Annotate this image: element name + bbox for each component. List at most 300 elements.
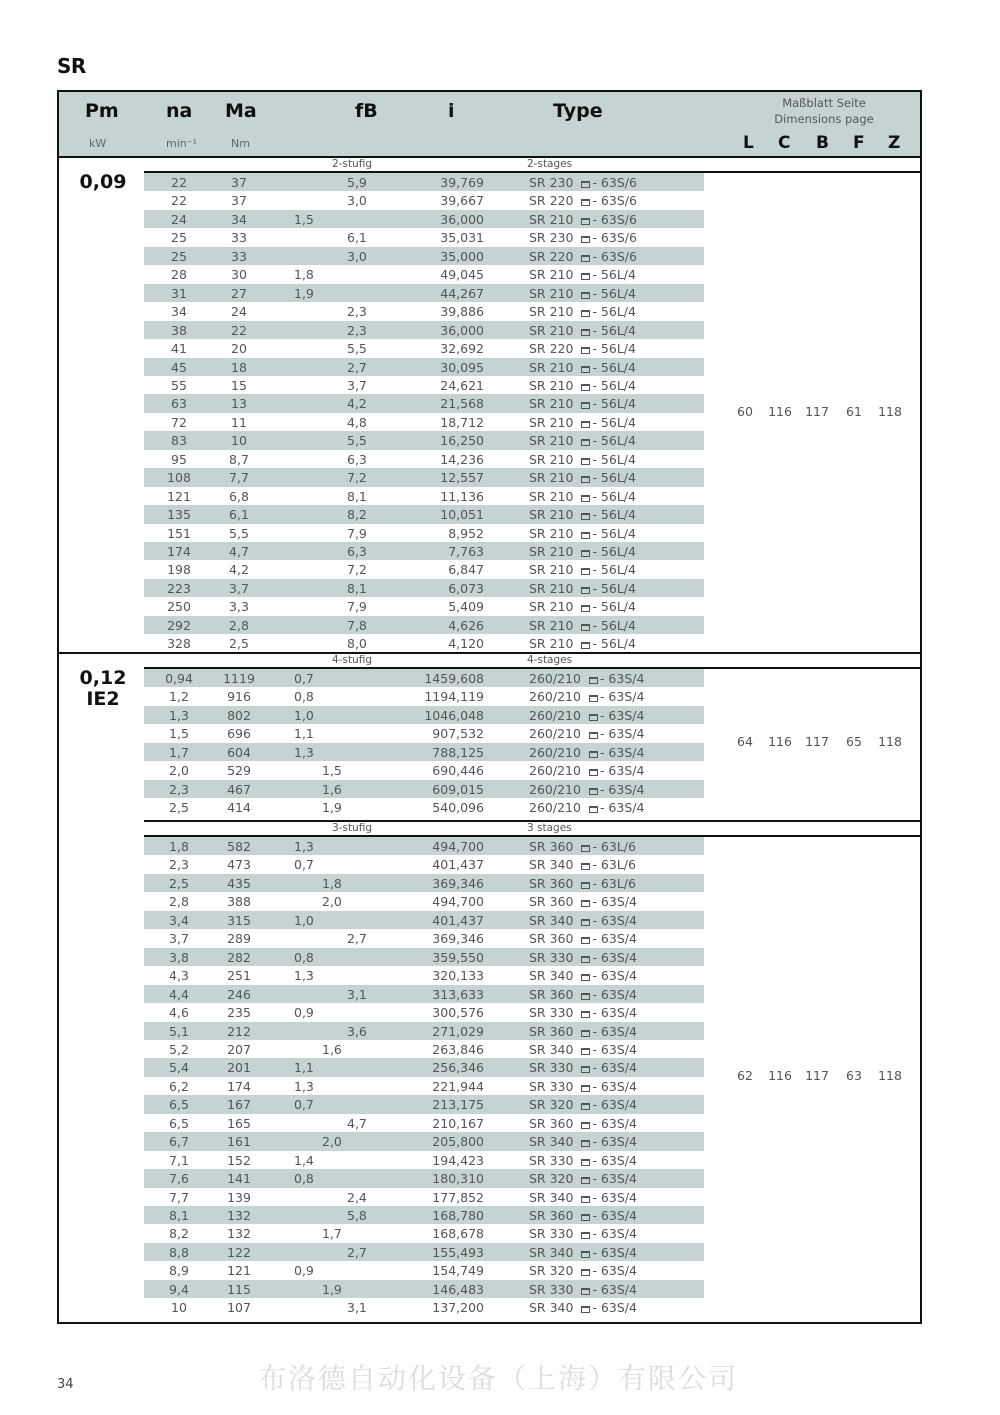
motor-type: - 63L/6	[592, 857, 636, 873]
table-row	[144, 780, 704, 798]
cell-ma: 8,7	[229, 451, 249, 467]
cell-ma: 161	[227, 1134, 251, 1150]
header-na-unit: min⁻¹	[166, 137, 197, 150]
gear-type: SR 360	[529, 894, 574, 910]
gear-type: SR 230	[529, 175, 574, 190]
cell-na: 6,7	[169, 1134, 189, 1150]
cell-fb: 8,0	[347, 636, 367, 652]
cell-fb: 1,8	[294, 267, 314, 283]
cell-i: 18,712	[440, 414, 484, 430]
dimension-page-l: 62	[737, 1067, 753, 1083]
gear-type: SR 320	[529, 1263, 574, 1279]
cell-type	[529, 340, 636, 357]
table-row	[144, 173, 704, 191]
cell-na: 8,8	[169, 1244, 189, 1260]
cell-type	[529, 875, 636, 892]
gear-type: SR 220	[529, 341, 574, 357]
cell-i: 401,437	[432, 912, 484, 928]
cell-fb: 0,7	[294, 857, 314, 873]
cell-type	[529, 451, 636, 468]
cell-fb: 6,3	[347, 451, 367, 467]
gear-type: 260/210	[529, 726, 581, 742]
cell-type	[529, 469, 636, 486]
cell-ma: 2,8	[229, 617, 249, 633]
motor-icon	[581, 937, 590, 944]
cell-fb: 7,9	[347, 599, 367, 615]
cell-fb: 2,4	[347, 1189, 367, 1205]
cell-type	[529, 986, 637, 1003]
cell-fb: 0,9	[294, 1263, 314, 1279]
motor-type: - 56L/4	[592, 451, 636, 467]
gear-type: SR 360	[529, 986, 574, 1002]
motor-type: - 63S/4	[599, 707, 645, 723]
motor-type: - 56L/4	[592, 580, 636, 596]
motor-type: - 63S/4	[592, 949, 637, 965]
stage-label-de: 2-stufig	[332, 158, 372, 170]
cell-ma: 207	[227, 1041, 251, 1057]
cell-na: 38	[171, 322, 187, 338]
cell-na: 72	[171, 414, 187, 430]
motor-type: - 63S/4	[592, 1171, 637, 1187]
table-row	[144, 431, 704, 449]
gear-type: 260/210	[529, 707, 581, 723]
cell-ma: 414	[227, 800, 251, 816]
cell-fb: 1,9	[322, 1281, 342, 1297]
cell-i: 10,051	[440, 507, 484, 523]
cell-type	[529, 838, 636, 855]
stage-label-en: 4-stages	[527, 654, 573, 666]
cell-na: 151	[167, 525, 191, 541]
table-row	[144, 687, 704, 705]
gear-type: SR 220	[529, 193, 574, 209]
cell-na: 45	[171, 359, 187, 375]
gear-type: SR 330	[529, 1152, 574, 1168]
cell-ma: 3,3	[229, 599, 249, 615]
cell-type	[529, 1023, 637, 1040]
cell-fb: 1,3	[294, 1078, 314, 1094]
gear-type: SR 210	[529, 636, 574, 652]
cell-i: 263,846	[432, 1041, 484, 1057]
table-row	[144, 1058, 704, 1076]
motor-icon	[581, 310, 590, 317]
cell-ma: 473	[227, 857, 251, 873]
cell-ma: 167	[227, 1097, 251, 1113]
gear-type: SR 340	[529, 857, 574, 873]
cell-fb: 1,6	[322, 1041, 342, 1057]
cell-fb: 4,8	[347, 414, 367, 430]
cell-na: 8,2	[169, 1226, 189, 1242]
motor-icon	[581, 863, 590, 870]
cell-fb: 5,8	[347, 1208, 367, 1223]
motor-icon	[581, 1048, 590, 1055]
cell-ma: 2,5	[229, 636, 249, 652]
cell-ma: 582	[227, 839, 251, 854]
stage-label-de: 4-stufig	[332, 654, 372, 666]
cell-na: 31	[171, 285, 187, 301]
selection-table	[57, 90, 922, 1324]
cell-i: 359,550	[432, 949, 484, 965]
cell-type	[529, 635, 636, 652]
cell-i: 213,175	[432, 1097, 484, 1113]
cell-i: 49,045	[440, 267, 484, 283]
cell-fb: 1,3	[294, 968, 314, 984]
table-row	[144, 634, 704, 652]
gear-type: SR 210	[529, 304, 574, 320]
dimension-page-f: 65	[846, 733, 862, 749]
cell-ma: 1119	[223, 671, 255, 686]
cell-fb: 1,3	[294, 744, 314, 760]
motor-type: - 56L/4	[592, 267, 636, 283]
cell-type	[529, 322, 636, 339]
table-row	[144, 579, 704, 597]
cell-ma: 18	[231, 359, 247, 375]
cell-i: 271,029	[432, 1023, 484, 1039]
motor-icon	[581, 568, 590, 575]
cell-ma: 235	[227, 1005, 251, 1021]
table-row	[144, 743, 704, 761]
dimension-page-c: 116	[768, 1067, 792, 1083]
cell-type	[529, 799, 644, 816]
table-row	[144, 724, 704, 742]
motor-type: - 56L/4	[592, 322, 636, 338]
cell-fb: 2,7	[347, 1244, 367, 1260]
table-row	[144, 358, 704, 376]
cell-i: 4,626	[448, 617, 484, 633]
cell-ma: 10	[231, 433, 247, 449]
cell-type	[529, 303, 636, 320]
table-row	[144, 284, 704, 302]
motor-icon	[581, 218, 590, 225]
motor-icon	[581, 1306, 590, 1313]
cell-type	[529, 1004, 637, 1021]
cell-ma: 6,1	[229, 507, 249, 523]
gear-type: SR 210	[529, 544, 574, 559]
motor-type: - 63S/4	[592, 1152, 637, 1168]
table-row	[144, 265, 704, 283]
cell-na: 135	[167, 507, 191, 523]
motor-icon	[581, 624, 590, 631]
cell-type	[529, 949, 637, 966]
cell-ma: 30	[231, 267, 247, 283]
cell-i: 8,952	[448, 525, 484, 541]
motor-type: - 63S/4	[599, 800, 645, 816]
motor-icon	[581, 366, 590, 373]
cell-na: 108	[167, 470, 191, 486]
motor-icon	[589, 732, 598, 739]
cell-i: 690,446	[432, 763, 484, 779]
cell-fb: 7,2	[347, 562, 367, 578]
cell-na: 9,4	[169, 1281, 189, 1297]
motor-type: - 63S/4	[592, 1097, 637, 1113]
table-row	[144, 874, 704, 892]
cell-i: 155,493	[432, 1244, 484, 1260]
cell-na: 55	[171, 377, 187, 393]
motor-icon	[581, 402, 590, 409]
cell-na: 25	[171, 248, 187, 264]
motor-icon	[581, 532, 590, 539]
motor-type: - 63S/4	[592, 931, 637, 947]
cell-i: 369,346	[432, 875, 484, 891]
cell-ma: 246	[227, 986, 251, 1002]
cell-type	[529, 707, 644, 724]
table-row	[144, 191, 704, 209]
gear-type: SR 360	[529, 1023, 574, 1039]
gear-type: SR 340	[529, 1134, 574, 1150]
motor-icon	[589, 695, 598, 702]
motor-type: - 63S/4	[592, 1226, 637, 1242]
gear-type: SR 210	[529, 433, 574, 449]
motor-icon	[581, 587, 590, 594]
header-pm: Pm	[85, 100, 119, 122]
table-row	[144, 1280, 704, 1298]
cell-type	[529, 488, 636, 505]
motor-type: - 56L/4	[592, 341, 636, 357]
motor-type: - 56L/4	[592, 359, 636, 375]
cell-na: 1,2	[169, 689, 189, 705]
motor-icon	[581, 1159, 590, 1166]
motor-icon	[581, 900, 590, 907]
cell-type	[529, 377, 636, 394]
cell-na: 22	[171, 175, 187, 190]
header-fb: fB	[355, 100, 378, 122]
cell-na: 6,5	[169, 1097, 189, 1113]
cell-i: 221,944	[432, 1078, 484, 1094]
cell-ma: 121	[227, 1263, 251, 1279]
cell-fb: 1,9	[322, 800, 342, 816]
cell-fb: 1,8	[322, 875, 342, 891]
motor-icon	[581, 199, 590, 206]
gear-type: SR 210	[529, 377, 574, 393]
cell-i: 1194,119	[424, 689, 484, 705]
motor-icon	[581, 1122, 590, 1129]
cell-ma: 696	[227, 726, 251, 742]
cell-i: 494,700	[432, 839, 484, 854]
gear-type: SR 330	[529, 1078, 574, 1094]
cell-i: 256,346	[432, 1060, 484, 1076]
dimension-page-l: 60	[737, 403, 753, 419]
motor-icon	[581, 273, 590, 280]
motor-type: - 63S/4	[599, 744, 645, 760]
cell-fb: 3,0	[347, 248, 367, 264]
cell-ma: 174	[227, 1078, 251, 1094]
motor-icon	[581, 439, 590, 446]
header-dim-f: F	[853, 133, 865, 153]
cell-i: 7,763	[448, 544, 484, 559]
company-watermark: 布洛德自动化设备（上海）有限公司	[258, 1362, 739, 1395]
motor-icon	[581, 384, 590, 391]
stage-label-en: 3 stages	[527, 822, 572, 834]
motor-type: - 56L/4	[592, 285, 636, 301]
cell-fb: 1,0	[294, 707, 314, 723]
motor-type: - 63L/6	[592, 875, 636, 891]
dimension-page-f: 63	[846, 1067, 862, 1083]
gear-type: SR 210	[529, 525, 574, 541]
cell-i: 788,125	[432, 744, 484, 760]
cell-ma: 7,7	[229, 470, 249, 486]
gear-type: SR 320	[529, 1171, 574, 1187]
gear-type: 260/210	[529, 744, 581, 760]
motor-type: - 63S/6	[592, 211, 637, 227]
cell-na: 250	[167, 599, 191, 615]
cell-ma: 11	[231, 414, 247, 430]
cell-i: 12,557	[440, 470, 484, 486]
motor-icon	[581, 1196, 590, 1203]
motor-icon	[581, 882, 590, 889]
table-row	[144, 1114, 704, 1132]
cell-fb: 1,1	[294, 726, 314, 742]
motor-type: - 63S/4	[592, 1134, 637, 1150]
power-rating	[71, 668, 135, 710]
gear-type: SR 320	[529, 1097, 574, 1113]
cell-na: 7,6	[169, 1171, 189, 1187]
motor-type: - 63S/4	[592, 1023, 637, 1039]
cell-fb: 0,9	[294, 1005, 314, 1021]
cell-i: 1459,608	[424, 671, 484, 686]
header-dims-title-en: Dimensions page	[774, 112, 874, 126]
cell-type	[529, 1152, 637, 1169]
gear-type: SR 340	[529, 1244, 574, 1260]
cell-fb: 0,8	[294, 949, 314, 965]
cell-na: 7,7	[169, 1189, 189, 1205]
gear-type: SR 210	[529, 599, 574, 615]
cell-ma: 212	[227, 1023, 251, 1039]
motor-icon	[589, 714, 598, 721]
cell-fb: 2,7	[347, 359, 367, 375]
cell-fb: 2,0	[322, 1134, 342, 1150]
gear-type: SR 340	[529, 968, 574, 984]
gear-type: SR 210	[529, 470, 574, 486]
cell-type	[529, 543, 636, 560]
cell-i: 4,120	[448, 636, 484, 652]
gear-type: SR 210	[529, 488, 574, 504]
cell-na: 174	[167, 544, 191, 559]
cell-fb: 1,3	[294, 839, 314, 854]
cell-na: 3,8	[169, 949, 189, 965]
table-row	[144, 560, 704, 578]
header-ma: Ma	[225, 100, 257, 122]
cell-i: 39,667	[440, 193, 484, 209]
motor-type: - 63S/4	[592, 1263, 637, 1279]
motor-type: - 63S/4	[599, 726, 645, 742]
gear-type: SR 340	[529, 1300, 574, 1316]
cell-ma: 115	[227, 1281, 251, 1297]
cell-na: 2,3	[169, 857, 189, 873]
cell-fb: 3,0	[347, 193, 367, 209]
cell-fb: 3,1	[347, 1300, 367, 1316]
cell-type	[529, 670, 644, 687]
cell-ma: 467	[227, 781, 251, 797]
cell-fb: 2,7	[347, 931, 367, 947]
cell-i: 39,769	[440, 175, 484, 190]
cell-fb: 3,6	[347, 1023, 367, 1039]
cell-fb: 1,7	[322, 1226, 342, 1242]
motor-type: - 63S/4	[599, 763, 645, 779]
gear-type: SR 210	[529, 562, 574, 578]
cell-i: 300,576	[432, 1005, 484, 1021]
motor-type: - 63S/4	[592, 968, 637, 984]
gear-type: SR 210	[529, 451, 574, 467]
cell-fb: 1,0	[294, 912, 314, 928]
motor-type: - 63L/6	[592, 839, 636, 854]
cell-na: 121	[167, 488, 191, 504]
cell-type	[529, 744, 644, 761]
cell-na: 95	[171, 451, 187, 467]
cell-ma: 282	[227, 949, 251, 965]
table-row	[144, 966, 704, 984]
cell-fb: 8,2	[347, 507, 367, 523]
table-row	[144, 228, 704, 246]
cell-i: 14,236	[440, 451, 484, 467]
cell-na: 28	[171, 267, 187, 283]
motor-icon	[581, 1066, 590, 1073]
gear-type: SR 210	[529, 267, 574, 283]
gear-type: SR 230	[529, 230, 574, 246]
cell-type	[529, 1207, 637, 1224]
gear-type: 260/210	[529, 800, 581, 816]
cell-ma: 132	[227, 1226, 251, 1242]
gear-type: 260/210	[529, 781, 581, 797]
motor-type: - 56L/4	[592, 617, 636, 633]
cell-i: 194,423	[432, 1152, 484, 1168]
cell-i: 320,133	[432, 968, 484, 984]
motor-type: - 63S/4	[599, 689, 645, 705]
motor-icon	[581, 1103, 590, 1110]
table-row	[144, 1206, 704, 1224]
cell-ma: 13	[231, 396, 247, 412]
motor-icon	[581, 974, 590, 981]
motor-icon	[581, 421, 590, 428]
cell-type	[529, 1096, 637, 1113]
cell-na: 3,4	[169, 912, 189, 928]
cell-type	[529, 912, 637, 929]
cell-na: 2,5	[169, 800, 189, 816]
cell-ma: 435	[227, 875, 251, 891]
cell-i: 21,568	[440, 396, 484, 412]
cell-i: 24,621	[440, 377, 484, 393]
gear-type: SR 210	[529, 359, 574, 375]
dimension-page-z: 118	[878, 403, 902, 419]
motor-icon	[581, 292, 590, 299]
header-dim-l: L	[743, 133, 754, 153]
cell-type	[529, 1059, 637, 1076]
cell-na: 24	[171, 211, 187, 227]
motor-icon	[581, 476, 590, 483]
cell-i: 205,800	[432, 1134, 484, 1150]
table-row	[144, 1169, 704, 1187]
cell-na: 10	[171, 1300, 187, 1316]
cell-fb: 4,7	[347, 1115, 367, 1131]
dimension-page-c: 116	[768, 733, 792, 749]
cell-i: 907,532	[432, 726, 484, 742]
motor-type: - 56L/4	[592, 507, 636, 523]
motor-type: - 63S/4	[599, 671, 645, 686]
table-row	[144, 1132, 704, 1150]
motor-icon	[581, 255, 590, 262]
gear-type: 260/210	[529, 689, 581, 705]
cell-ma: 165	[227, 1115, 251, 1131]
cell-type	[529, 930, 637, 947]
cell-i: 137,200	[432, 1300, 484, 1316]
table-row	[144, 892, 704, 910]
cell-type	[529, 598, 636, 615]
cell-fb: 8,1	[347, 488, 367, 504]
cell-i: 1046,048	[424, 707, 484, 723]
power-rating	[71, 172, 135, 193]
motor-icon	[581, 513, 590, 520]
gear-type: SR 210	[529, 211, 574, 227]
cell-na: 5,4	[169, 1060, 189, 1076]
motor-type: - 63S/4	[592, 1244, 637, 1260]
